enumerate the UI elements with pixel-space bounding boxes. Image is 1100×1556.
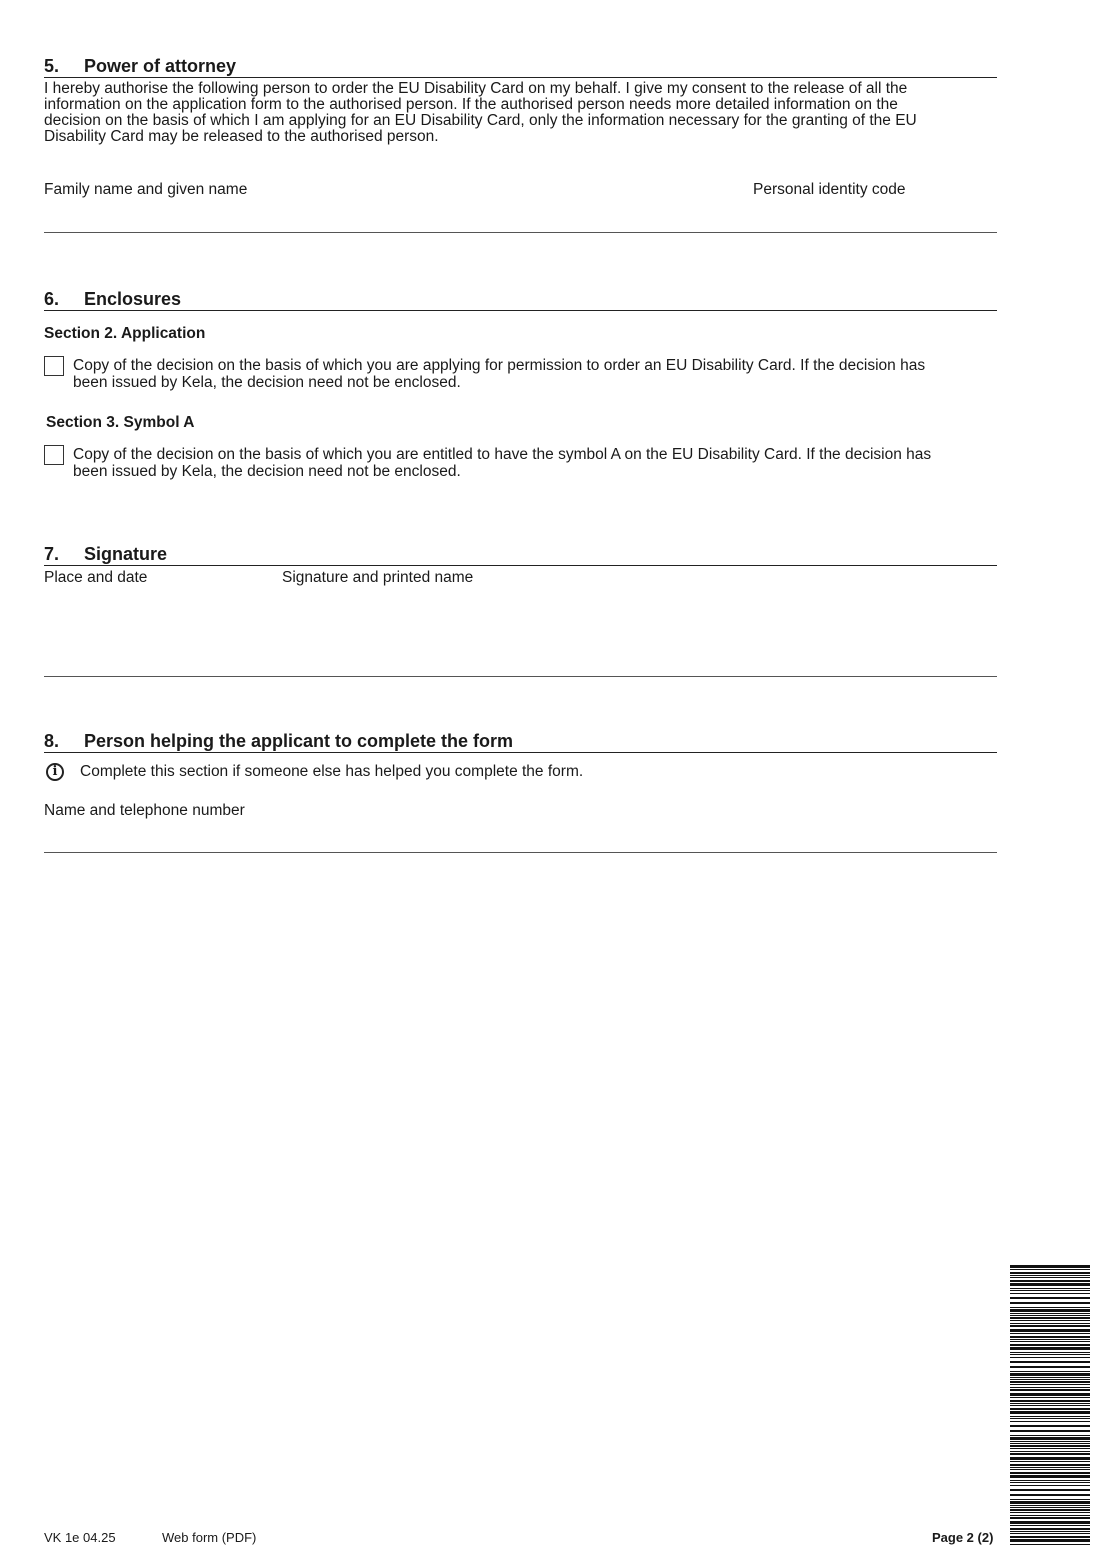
barcode-bar (1010, 1325, 1090, 1327)
info-icon: i (46, 763, 64, 781)
barcode-bar (1010, 1430, 1090, 1432)
barcode-bar (1010, 1437, 1090, 1440)
barcode-bar (1010, 1315, 1090, 1316)
text-line: I hereby authorise the following person to order the EU Disability Card on my behalf. I give my consent to the release of all the (44, 80, 908, 97)
barcode-bar (1010, 1485, 1090, 1486)
section-6-heading (44, 288, 997, 311)
barcode-bar (1010, 1461, 1090, 1462)
barcode-bar (1010, 1384, 1090, 1385)
barcode-bar (1010, 1536, 1090, 1538)
barcode-bar (1010, 1453, 1090, 1455)
section-title: Enclosures (84, 289, 182, 309)
info-text: Complete this section if someone else has helped you complete the form. (80, 763, 584, 780)
barcode-bar (1010, 1494, 1090, 1496)
barcode-bar (1010, 1371, 1090, 1372)
barcode-bar (1010, 1501, 1090, 1504)
barcode-bar (1010, 1489, 1090, 1491)
barcode-bar (1010, 1277, 1090, 1278)
text-line: Copy of the decision on the basis of which you are entitled to have the symbol A on the EU Disability Card. If the decision has (73, 446, 932, 463)
section-title: Power of attorney (84, 56, 237, 76)
personal-identity-code-label: Personal identity code (753, 181, 906, 198)
barcode-bar (1010, 1457, 1090, 1460)
divider (44, 676, 997, 677)
section-5-heading (44, 55, 997, 78)
barcode-bar (1010, 1288, 1090, 1289)
section-number: 8. (44, 731, 60, 751)
barcode-bar (1010, 1425, 1090, 1427)
barcode-bar (1010, 1389, 1090, 1391)
barcode-bar (1010, 1379, 1090, 1380)
barcode-bar (1010, 1313, 1090, 1314)
barcode-bar (1010, 1533, 1090, 1534)
barcode-bar (1010, 1505, 1090, 1506)
barcode-bar (1010, 1283, 1090, 1286)
barcode-bar (1010, 1366, 1090, 1368)
barcode-bar (1010, 1280, 1090, 1282)
barcode-bar (1010, 1357, 1090, 1358)
barcode-bar (1010, 1265, 1090, 1268)
barcode-bar (1010, 1354, 1090, 1355)
barcode-bar (1010, 1467, 1090, 1468)
barcode-bar (1010, 1397, 1090, 1398)
barcode-bar (1010, 1416, 1090, 1417)
barcode-bar (1010, 1293, 1090, 1294)
barcode-bar (1010, 1480, 1090, 1481)
barcode-bar (1010, 1387, 1090, 1388)
barcode-bar (1010, 1531, 1090, 1532)
barcode-bar (1010, 1333, 1090, 1334)
barcode-bar (1010, 1302, 1090, 1304)
barcode (1010, 1265, 1090, 1547)
symbol-a-decision-checkbox[interactable] (44, 445, 64, 465)
barcode-bar (1010, 1499, 1090, 1500)
barcode-bar (1010, 1448, 1090, 1449)
barcode-bar (1010, 1377, 1090, 1378)
barcode-bar (1010, 1517, 1090, 1519)
barcode-bar (1010, 1539, 1090, 1542)
subheading-symbol-a: Section 3. Symbol A (46, 414, 195, 431)
text-line: decision on the basis of which I am applying for an EU Disability Card, only the information necessary for the granting of the EU (44, 112, 917, 129)
barcode-bar (1010, 1512, 1090, 1513)
barcode-bar (1010, 1435, 1090, 1436)
barcode-bar (1010, 1507, 1090, 1508)
form-type: Web form (PDF) (162, 1530, 257, 1545)
subheading-application: Section 2. Application (44, 325, 206, 342)
barcode-bar (1010, 1421, 1090, 1422)
section-number: 5. (44, 56, 60, 76)
section-title: Signature (84, 544, 168, 564)
barcode-bar (1010, 1525, 1090, 1526)
barcode-bar (1010, 1323, 1090, 1324)
barcode-bar (1010, 1290, 1090, 1291)
barcode-bar (1010, 1482, 1090, 1483)
name-and-telephone-field[interactable] (44, 822, 997, 852)
barcode-bar (1010, 1528, 1090, 1530)
barcode-bar (1010, 1469, 1090, 1470)
barcode-bar (1010, 1336, 1090, 1338)
barcode-bar (1010, 1347, 1090, 1350)
page-number: Page 2 (2) (932, 1530, 994, 1545)
barcode-bar (1010, 1297, 1090, 1299)
barcode-bar (1010, 1443, 1090, 1444)
barcode-bar (1010, 1475, 1090, 1478)
barcode-bar (1010, 1472, 1090, 1474)
barcode-bar (1010, 1464, 1090, 1466)
barcode-bar (1010, 1272, 1090, 1274)
application-decision-checkbox[interactable] (44, 356, 64, 376)
text-line: been issued by Kela, the decision need not be enclosed. (73, 463, 461, 480)
power-of-attorney-text (44, 81, 997, 145)
barcode-bar (1010, 1317, 1090, 1319)
symbol-a-decision-text (73, 446, 1003, 480)
barcode-bar (1010, 1320, 1090, 1321)
family-name-label: Family name and given name (44, 181, 248, 198)
barcode-bar (1010, 1269, 1090, 1270)
barcode-bar (1010, 1451, 1090, 1452)
text-line: information on the application form to the authorised person. If the authorised person needs more detailed information on the (44, 96, 898, 113)
signature-field[interactable] (282, 590, 997, 675)
signature-label: Signature and printed name (282, 569, 474, 586)
barcode-bar (1010, 1400, 1090, 1402)
barcode-bar (1010, 1411, 1090, 1414)
barcode-bar (1010, 1341, 1090, 1342)
barcode-bar (1010, 1275, 1090, 1276)
barcode-bar (1010, 1344, 1090, 1346)
barcode-bar (1010, 1373, 1090, 1376)
barcode-bar (1010, 1352, 1090, 1353)
application-decision-text (73, 357, 1003, 391)
place-and-date-field[interactable] (44, 590, 274, 675)
place-and-date-label: Place and date (44, 569, 148, 586)
barcode-bar (1010, 1405, 1090, 1406)
barcode-bar (1010, 1361, 1090, 1363)
text-line: been issued by Kela, the decision need not be enclosed. (73, 374, 461, 391)
name-and-telephone-label: Name and telephone number (44, 802, 245, 819)
barcode-bar (1010, 1309, 1090, 1312)
barcode-bar (1010, 1441, 1090, 1442)
section-number: 6. (44, 289, 60, 309)
barcode-bar (1010, 1544, 1090, 1545)
divider (44, 232, 997, 233)
section-7-heading (44, 543, 997, 566)
text-line: Copy of the decision on the basis of which you are applying for permission to order an EU Disability Card. If the decision has (73, 357, 926, 374)
barcode-bar (1010, 1521, 1090, 1524)
barcode-bar (1010, 1408, 1090, 1410)
barcode-bar (1010, 1393, 1090, 1396)
barcode-bar (1010, 1329, 1090, 1332)
section-title: Person helping the applicant to complete the form (84, 731, 514, 751)
section-number: 7. (44, 544, 60, 564)
personal-identity-code-field[interactable] (753, 200, 997, 232)
barcode-bar (1010, 1403, 1090, 1404)
barcode-bar (1010, 1418, 1090, 1419)
barcode-bar (1010, 1515, 1090, 1516)
divider (44, 852, 997, 853)
family-name-field[interactable] (44, 200, 744, 232)
barcode-bar (1010, 1509, 1090, 1511)
form-code: VK 1e 04.25 (44, 1530, 116, 1545)
text-line: Disability Card may be released to the authorised person. (44, 128, 439, 145)
barcode-bar (1010, 1381, 1090, 1383)
barcode-bar (1010, 1307, 1090, 1308)
barcode-bar (1010, 1339, 1090, 1340)
section-8-heading (44, 730, 997, 753)
barcode-bar (1010, 1445, 1090, 1447)
